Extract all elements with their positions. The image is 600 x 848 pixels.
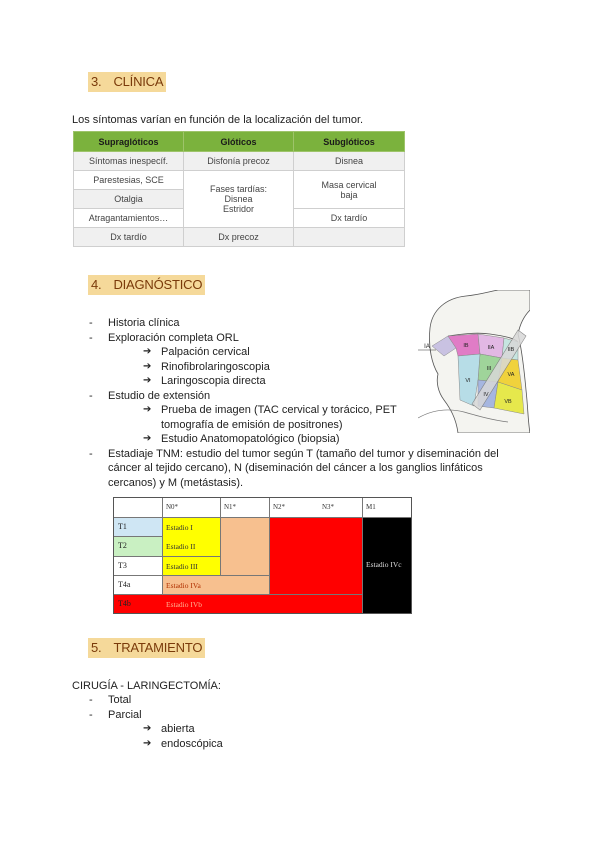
glotic-late-item: Estridor: [222, 204, 254, 214]
table-cell-empty: [294, 228, 405, 247]
col-header-m1: M1: [366, 503, 376, 511]
list-item-text: Exploración completa ORL: [108, 331, 239, 344]
stage-label-4c: Estadio IVc: [366, 560, 402, 569]
section-heading-clinica: [88, 72, 166, 92]
col-header-n1: N1*: [224, 503, 237, 511]
level-label-iia: IIA: [487, 345, 495, 351]
sub-list-item-text: Prueba de imagen (TAC cervical y torácico, PET tomografía de emisión de positrones): [161, 404, 397, 431]
list-item: [89, 331, 509, 389]
sub-list-item: [143, 432, 509, 447]
stage-label-2: Estadio II: [166, 542, 196, 551]
level-label-iii: III: [486, 366, 492, 372]
grid-line: [114, 556, 220, 557]
level-label-vi: VI: [465, 378, 471, 384]
sub-list-item-text: Estudio Anatomopatológico (biopsia): [161, 433, 340, 445]
list-item: [89, 693, 389, 708]
stage-label-1: Estadio I: [166, 523, 193, 532]
table-cell: Síntomas inespecíf.: [74, 152, 184, 171]
list-item-text: Historia clínica: [108, 317, 180, 329]
table-cell: Atragantamientos…: [74, 209, 184, 228]
table-cell: Parestesias, SCE: [74, 171, 184, 190]
row-label-t2: T2: [118, 541, 127, 550]
table-cell: Dx precoz: [184, 228, 294, 247]
list-item: [89, 708, 389, 752]
sub-list-item: [143, 374, 509, 389]
level-label-vb: VB: [504, 399, 512, 405]
row-label-t3: T3: [118, 561, 127, 570]
sub-list-item-text: abierta: [161, 723, 195, 735]
section-number: 4.: [91, 277, 102, 292]
sub-list-item: [143, 345, 509, 360]
col-header-subglotic: Subglóticos: [294, 132, 405, 152]
grid-line: [162, 498, 163, 594]
sub-list-item: [143, 737, 389, 752]
section-heading-tratamiento: [88, 638, 205, 658]
stage-4b-t4b-area: [114, 594, 362, 613]
col-header-glotic: Glóticos: [184, 132, 294, 152]
list-item: [89, 316, 509, 331]
col-header-n0: N0*: [166, 503, 179, 511]
section-title: TRATAMIENTO: [113, 640, 203, 655]
sub-list-item: [143, 360, 509, 375]
symptoms-table: [73, 131, 405, 247]
list-item-text: Estadiaje TNM: estudio del tumor según T (tamaño del tumor y diseminación del cáncer al tejido cercano), N (diseminación del cáncer a los ganglios linfáticos cercanos) y M (metástasis).: [108, 447, 499, 489]
table-cell-glotic-late: [184, 171, 294, 228]
table-cell: Dx tardío: [294, 209, 405, 228]
grid-line: [114, 536, 162, 537]
level-label-iv: IV: [483, 392, 489, 398]
section-heading-diagnostico: [88, 275, 205, 295]
list-item-text: Estudio de extensión: [108, 389, 211, 402]
section-number: 3.: [91, 74, 102, 89]
table-cell: Disfonía precoz: [184, 152, 294, 171]
grid-line: [220, 498, 221, 575]
list-item-text: Total: [108, 694, 132, 706]
table-cell: Dx tardío: [74, 228, 184, 247]
sub-list-item: [143, 403, 411, 432]
table-cell: Disnea: [294, 152, 405, 171]
sub-list-item-text: endoscópica: [161, 737, 223, 750]
section-title: CLÍNICA: [113, 74, 164, 89]
sub-list-item-text: Palpación cervical: [161, 346, 250, 358]
sub-list-item-text: Rinofibrolaringoscopia: [161, 360, 270, 373]
diagnostico-list: [89, 316, 509, 490]
row-label-t4a: T4a: [118, 580, 131, 589]
row-label-t1: T1: [118, 522, 127, 531]
subglotic-mass-line: baja: [340, 189, 358, 200]
grid-line: [114, 594, 362, 595]
glotic-late-title: Fases tardías:: [209, 184, 268, 194]
tratamiento-list: [89, 693, 389, 751]
level-label-va: VA: [507, 372, 515, 378]
stage-4a-n2-area: [220, 517, 269, 594]
stage-label-4b: Estadio IVb: [166, 600, 203, 609]
col-header-n2: N2*: [273, 503, 286, 511]
table-cell-subglotic-mass: [294, 171, 405, 209]
subglotic-mass-line: Masa cervical: [321, 179, 377, 190]
level-label-ib: IB: [463, 343, 469, 349]
list-item: [89, 389, 509, 447]
section-title: DIAGNÓSTICO: [113, 277, 203, 292]
grid-line: [269, 498, 270, 594]
table-cell: Otalgia: [74, 190, 184, 209]
glotic-late-item: Disnea: [224, 194, 253, 204]
col-header-n3: N3*: [322, 503, 335, 511]
clinica-intro: Los síntomas varían en función de la localización del tumor.: [72, 114, 364, 126]
sub-list-item-text: Laringoscopia directa: [161, 375, 266, 387]
row-label-t4b: T4b: [118, 599, 131, 608]
sub-list-item: [143, 722, 389, 737]
stage-label-4a: Estadio IVa: [166, 581, 201, 590]
section-number: 5.: [91, 640, 102, 655]
col-header-supraglotic: Supraglóticos: [74, 132, 184, 152]
grid-line: [362, 498, 363, 613]
grid-line: [114, 575, 269, 576]
grid-line: [114, 517, 411, 518]
list-item-text: Parcial: [108, 708, 142, 721]
list-item: [89, 447, 509, 491]
tratamiento-title: CIRUGÍA - LARINGECTOMÍA:: [72, 680, 221, 692]
tnm-grid: [113, 497, 412, 614]
level-label-ia: IA: [424, 344, 430, 350]
level-label-iib: IIB: [507, 347, 515, 353]
stage-label-3: Estadio III: [166, 562, 198, 571]
